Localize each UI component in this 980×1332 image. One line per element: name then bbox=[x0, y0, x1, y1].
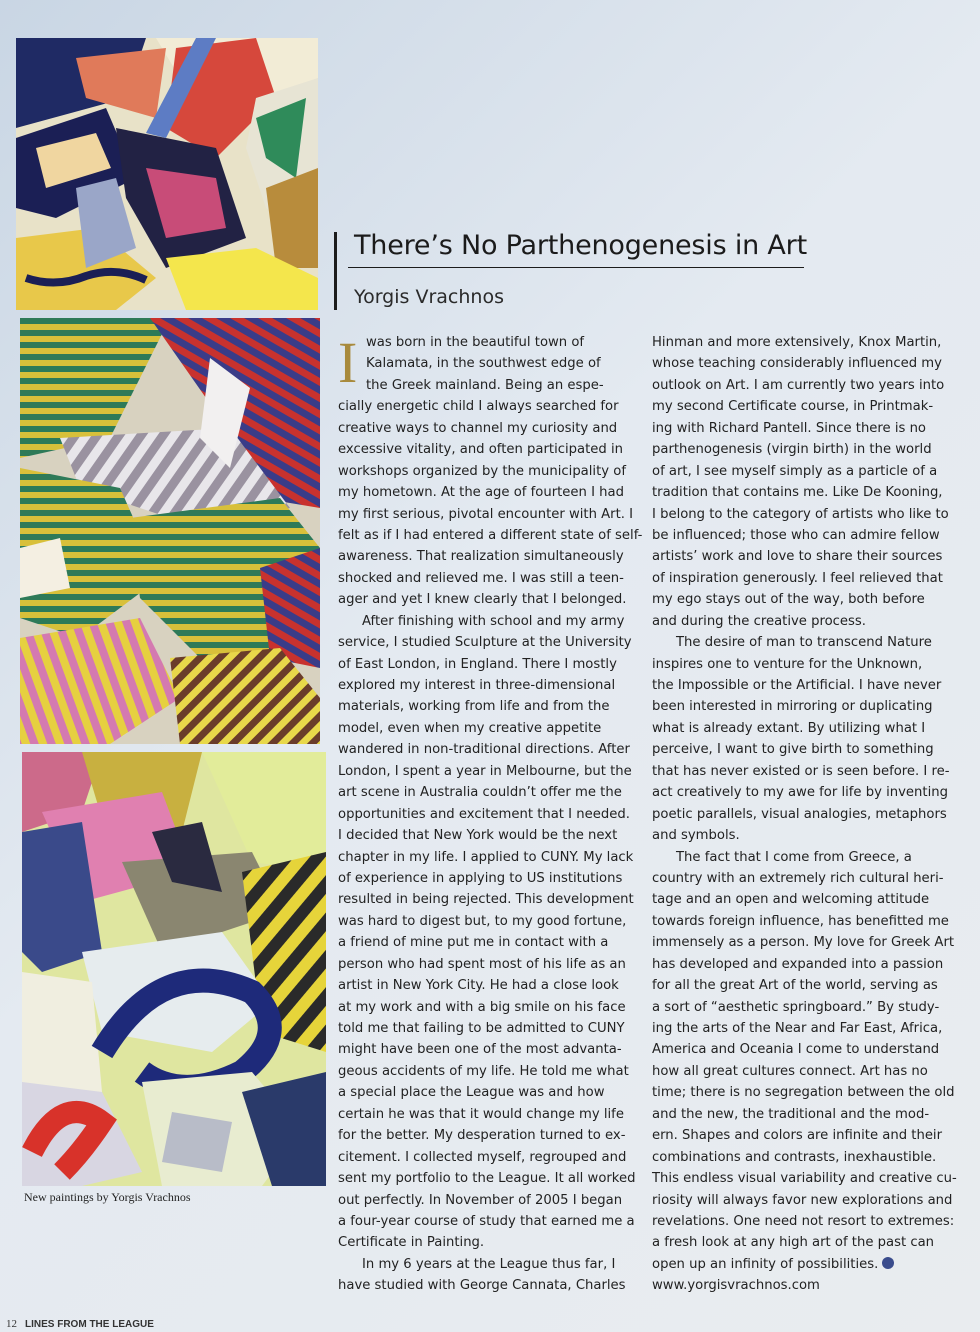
text-line: cially energetic child I always searched for bbox=[338, 399, 619, 415]
text-line: shocked and relieved me. I was still a teen- bbox=[338, 570, 624, 586]
title-underline bbox=[348, 267, 804, 268]
text-line: creative ways to channel my curiosity and bbox=[338, 420, 618, 436]
text-line: be influenced; those who can admire fellow bbox=[652, 527, 940, 543]
article-title: There’s No Parthenogenesis in Art bbox=[354, 230, 807, 261]
text-line: my hometown. At the age of fourteen I had bbox=[338, 485, 624, 501]
text-line: of art, I see myself simply as a particle of a bbox=[652, 463, 938, 479]
painting-top bbox=[16, 38, 318, 310]
text-line: told me that failing to be admitted to CUNY bbox=[338, 1021, 625, 1036]
text-line: might have been one of the most advanta- bbox=[338, 1042, 622, 1058]
text-line: at my work and with a big smile on his face bbox=[338, 999, 626, 1015]
text-line: has developed and expanded into a passion bbox=[652, 956, 944, 972]
text-line: explored my interest in three-dimensional bbox=[338, 678, 616, 693]
page-footer bbox=[6, 1318, 154, 1330]
article-column-2 bbox=[652, 332, 968, 1297]
painting-caption: New paintings by Yorgis Vrachnos bbox=[24, 1190, 191, 1204]
text-line: artists’ work and love to share their sources bbox=[652, 549, 943, 565]
text-line: towards foreign influence, has benefitted me bbox=[652, 913, 949, 929]
text-line: was hard to digest but, to my good fortune, bbox=[338, 913, 627, 929]
text-line: ing the arts of the Near and Far East, Africa, bbox=[652, 1021, 943, 1036]
text-line: revelations. One need not resort to extremes: bbox=[652, 1213, 955, 1229]
text-line: awareness. That realization simultaneously bbox=[338, 549, 624, 565]
page-number: 12 bbox=[6, 1318, 17, 1330]
text-line: The desire of man to transcend Nature bbox=[676, 635, 932, 651]
text-line: artist in New York City. He had a close look bbox=[338, 978, 619, 994]
text-line: perceive, I want to give birth to something bbox=[652, 742, 934, 758]
text-line: that has never existed or is seen before. I re- bbox=[652, 763, 950, 779]
text-line: materials, working from life and from the bbox=[338, 699, 610, 715]
painting-middle bbox=[20, 318, 320, 744]
text-line: sent my portfolio to the League. It all worked bbox=[338, 1171, 636, 1187]
article-column-1 bbox=[338, 332, 643, 1297]
text-line: and symbols. bbox=[652, 828, 740, 844]
text-line: riosity will always favor new explorations and bbox=[652, 1192, 953, 1208]
text-line: have studied with George Cannata, Charles bbox=[338, 1278, 626, 1294]
text-line: out perfectly. In November of 2005 I began bbox=[338, 1192, 623, 1208]
article-author: Yorgis Vrachnos bbox=[354, 286, 504, 308]
text-line: poetic parallels, visual analogies, metaphors bbox=[652, 806, 947, 822]
text-line: person who had spent most of his life as an bbox=[338, 956, 626, 972]
text-line: The fact that I come from Greece, a bbox=[676, 849, 912, 865]
text-line: Kalamata, in the southwest edge of bbox=[366, 356, 601, 372]
text-line: of inspiration generously. I feel relieved that bbox=[652, 570, 943, 586]
text-line: act creatively to my awe for life by inventing bbox=[652, 785, 948, 801]
text-line: This endless visual variability and creative cu- bbox=[652, 1171, 957, 1187]
text-line: model, even when my creative appetite bbox=[338, 720, 602, 736]
title-accent-bar bbox=[334, 232, 337, 310]
text-line: wandered in non-traditional directions. After bbox=[338, 742, 630, 758]
text-line: In my 6 years at the League thus far, I bbox=[362, 1256, 616, 1272]
text-line: a friend of mine put me in contact with a bbox=[338, 935, 609, 951]
text-line: service, I studied Sculpture at the University bbox=[338, 635, 632, 651]
text-line: geous accidents of my life. He told me what bbox=[338, 1063, 629, 1079]
text-line: my ego stays out of the way, both before bbox=[652, 592, 925, 608]
text-line: a special place the League was and how bbox=[338, 1085, 605, 1101]
text-line: citement. I collected myself, regrouped and bbox=[338, 1149, 627, 1165]
text-line: ern. Shapes and colors are infinite and their bbox=[652, 1128, 943, 1144]
text-line: the Impossible or the Artificial. I have never bbox=[652, 678, 942, 693]
text-line: tage and an open and welcoming attitude bbox=[652, 892, 930, 908]
text-line: of experience in applying to US institutions bbox=[338, 870, 623, 886]
text-line: my second Certificate course, in Printmak- bbox=[652, 399, 934, 415]
text-line: and during the creative process. bbox=[652, 613, 866, 629]
text-line: ager and yet I knew clearly that I belonged. bbox=[338, 592, 627, 608]
text-line: my first serious, pivotal encounter with Art. I bbox=[338, 506, 634, 522]
text-line: open up an infinity of possibilities. bbox=[652, 1256, 879, 1272]
text-line: and the new, the traditional and the mod- bbox=[652, 1106, 930, 1122]
text-line: I belong to the category of artists who like to bbox=[652, 506, 949, 522]
text-line: opportunities and excitement that I needed. bbox=[338, 806, 630, 822]
text-line: excessive vitality, and often participated in bbox=[338, 442, 623, 458]
text-line: country with an extremely rich cultural heri- bbox=[652, 870, 944, 886]
publication-name: LINES FROM THE LEAGUE bbox=[25, 1319, 154, 1330]
website-link[interactable]: www.yorgisvrachnos.com bbox=[652, 1278, 820, 1294]
text-line: tradition that contains me. Like De Kooning, bbox=[652, 485, 943, 501]
text-line: art scene in Australia couldn’t offer me the bbox=[338, 785, 622, 801]
text-line: for all the great Art of the world, serving as bbox=[652, 978, 938, 994]
text-line: been interested in mirroring or duplicating bbox=[652, 699, 933, 715]
text-line: a fresh look at any high art of the past can bbox=[652, 1235, 935, 1251]
text-line: whose teaching considerably influenced my bbox=[652, 356, 942, 372]
text-line: combinations and contrasts, inexhaustible. bbox=[652, 1149, 937, 1165]
text-line: for the better. My desperation turned to ex- bbox=[338, 1128, 626, 1144]
text-line: a four-year course of study that earned me a bbox=[338, 1213, 635, 1229]
text-line: ing with Richard Pantell. Since there is no bbox=[652, 420, 927, 436]
drop-cap: I bbox=[338, 330, 358, 395]
text-line: immensely as a person. My love for Greek Art bbox=[652, 935, 955, 951]
text-line: chapter in my life. I applied to CUNY. My lack bbox=[338, 849, 634, 865]
end-mark-icon bbox=[882, 1257, 894, 1269]
text-line: inspires one to venture for the Unknown, bbox=[652, 656, 923, 672]
text-line: parthenogenesis (virgin birth) in the world bbox=[652, 442, 932, 458]
text-line-end bbox=[652, 1254, 968, 1275]
text-line: London, I spent a year in Melbourne, but the bbox=[338, 763, 632, 779]
text-line: was born in the beautiful town of bbox=[366, 335, 585, 350]
text-line: how all great cultures connect. Art has no bbox=[652, 1063, 928, 1079]
text-line: time; there is no segregation between the old bbox=[652, 1085, 955, 1101]
text-line: Certificate in Painting. bbox=[338, 1235, 485, 1251]
text-line: felt as if I had entered a different state of self- bbox=[338, 527, 643, 543]
text-line: America and Oceania I come to understand bbox=[652, 1042, 940, 1058]
text-line: a sort of “aesthetic springboard.” By study- bbox=[652, 999, 940, 1015]
text-line: certain he was that it would change my life bbox=[338, 1106, 624, 1122]
text-line: what is already extant. By utilizing what I bbox=[652, 720, 926, 736]
text-line: outlook on Art. I am currently two years into bbox=[652, 377, 945, 393]
text-line: resulted in being rejected. This development bbox=[338, 892, 634, 908]
text-line: Hinman and more extensively, Knox Martin, bbox=[652, 335, 942, 350]
text-line: of East London, in England. There I mostly bbox=[338, 656, 617, 672]
painting-bottom bbox=[22, 752, 326, 1186]
text-line: workshops organized by the municipality of bbox=[338, 463, 626, 479]
text-line: the Greek mainland. Being an espe- bbox=[366, 377, 604, 393]
text-line: After finishing with school and my army bbox=[362, 613, 625, 629]
text-line: I decided that New York would be the next bbox=[338, 828, 618, 844]
